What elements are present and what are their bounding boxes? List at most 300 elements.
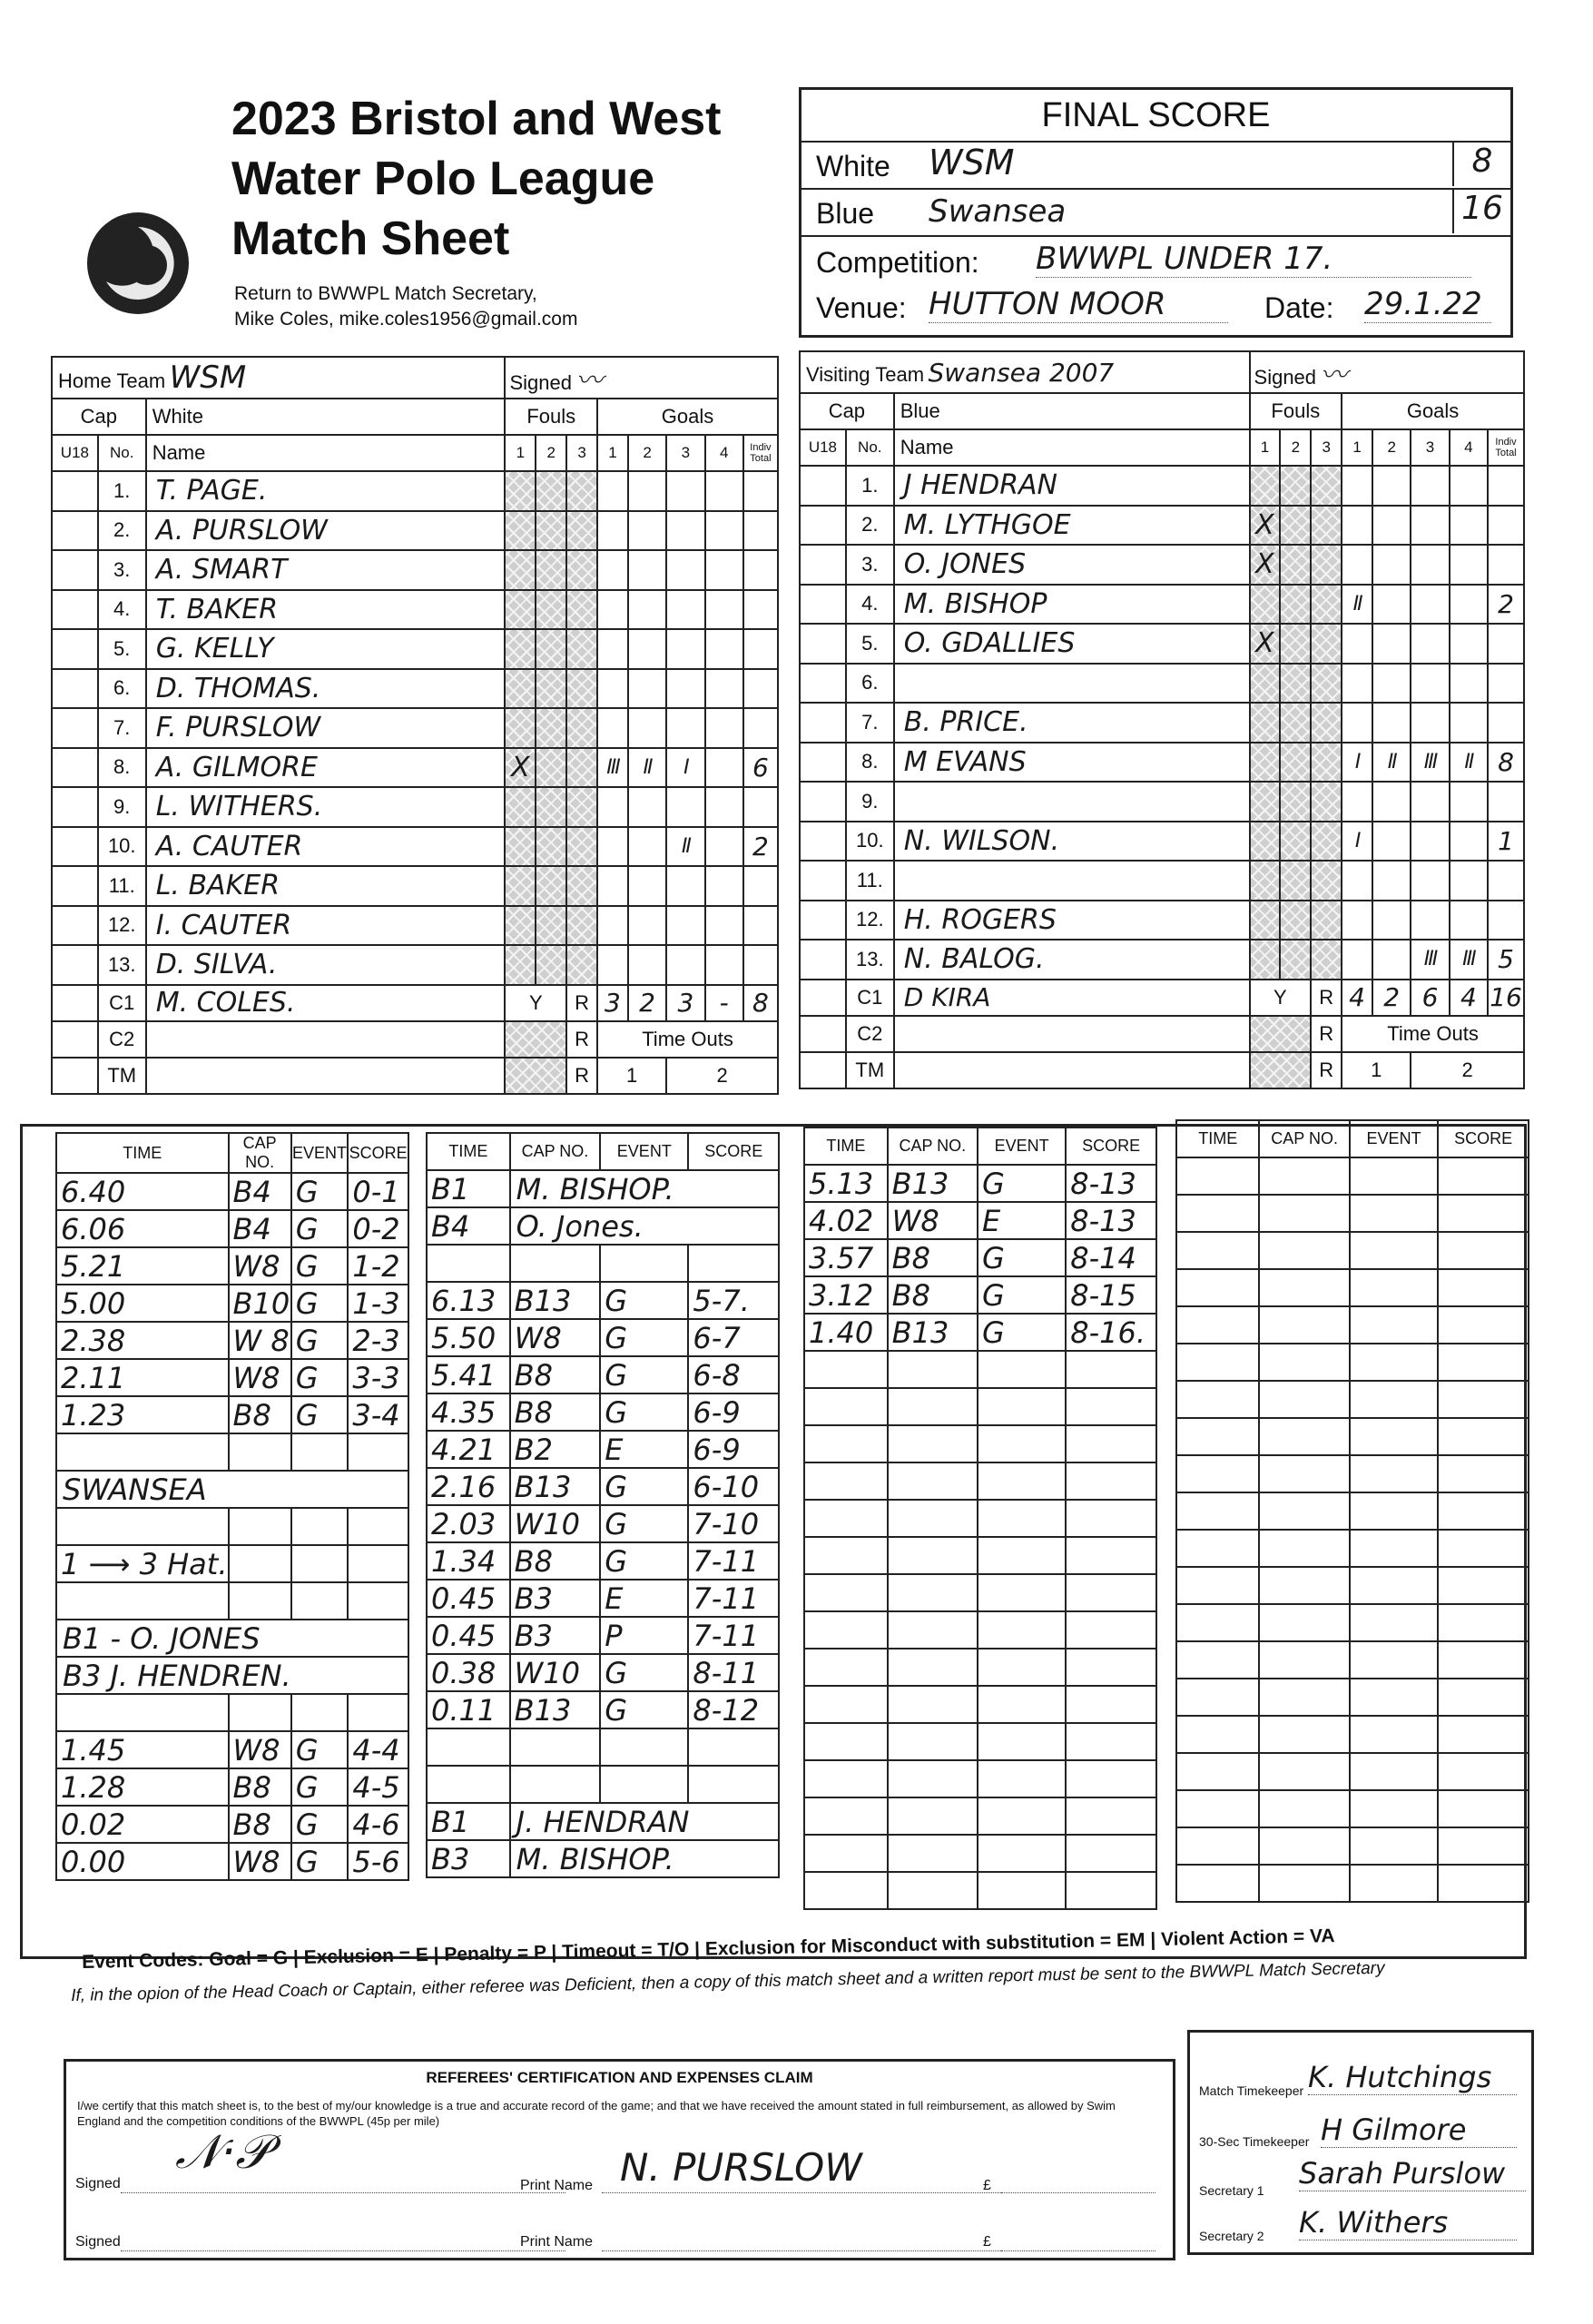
event-row [804, 1797, 1156, 1835]
event-code: G [600, 1542, 688, 1580]
event-column-1 [55, 1132, 409, 1881]
event-time: 1.40 [804, 1314, 888, 1351]
foul-box [536, 629, 566, 669]
quarter-goals [628, 787, 666, 827]
quarter-goals: I [666, 748, 704, 788]
quarter-goals [1372, 940, 1411, 980]
event-score [1066, 1797, 1156, 1835]
quarter-goals [705, 906, 743, 946]
visiting-team-name: Swansea 2007 [928, 357, 1115, 388]
event-cap: B8 [888, 1239, 978, 1276]
quarter-goals: II [628, 748, 666, 788]
foul-box: X [1250, 545, 1281, 585]
quarter-goals [1411, 703, 1449, 743]
home-player-row [52, 511, 778, 551]
quarter-goals [1450, 466, 1488, 506]
event-row [427, 1766, 779, 1803]
home-player-row [52, 629, 778, 669]
quarter-goals [1342, 901, 1372, 940]
foul-box [505, 629, 536, 669]
foul-box [505, 906, 536, 946]
foul-box [536, 669, 566, 709]
player-total: 5 [1488, 940, 1524, 980]
foul-box [505, 827, 536, 867]
event-code [1350, 1455, 1439, 1492]
event-score: 3-3 [348, 1359, 408, 1396]
quarter-goals [597, 708, 628, 748]
event-score [1438, 1641, 1529, 1679]
foul-box [1280, 901, 1311, 940]
player-name [894, 664, 1250, 704]
event-header: CAP NO. [1259, 1120, 1349, 1157]
event-cap [510, 1245, 601, 1282]
secretary-2: K. Withers [1299, 2205, 1517, 2240]
event-code [1350, 1641, 1439, 1679]
home-grand-total: 8 [743, 985, 778, 1021]
event-cap: B13 [510, 1282, 601, 1319]
player-number: 3. [846, 545, 894, 585]
event-cap: W10 [510, 1505, 601, 1542]
quarter-goals [597, 590, 628, 630]
event-code [1350, 1306, 1439, 1344]
event-row [427, 1356, 779, 1393]
event-time [1176, 1604, 1259, 1641]
event-code [600, 1245, 688, 1282]
event-code [978, 1723, 1066, 1760]
event-cap: B8 [229, 1396, 291, 1433]
event-time: 5.41 [427, 1356, 510, 1393]
player-total: 6 [743, 748, 778, 788]
quarter-goals [628, 945, 666, 985]
foul-box [1250, 861, 1281, 901]
event-score [1438, 1195, 1529, 1232]
event-code [1350, 1492, 1439, 1530]
event-time [804, 1611, 888, 1649]
foul-box [1250, 782, 1281, 822]
player-number: 7. [98, 708, 146, 748]
event-score: 7-11 [688, 1542, 779, 1580]
event-note: J. HENDRAN [510, 1803, 779, 1840]
event-code [978, 1462, 1066, 1500]
final-score-heading: FINAL SCORE [801, 90, 1510, 143]
event-header: TIME [56, 1133, 229, 1173]
event-code [978, 1686, 1066, 1723]
event-row [427, 1282, 779, 1319]
referee-signature-1: 𝒩·𝒫 [175, 2125, 270, 2180]
event-row [1176, 1641, 1529, 1679]
event-cap [229, 1508, 291, 1545]
player-name [894, 782, 1250, 822]
home-team-name: WSM [169, 359, 247, 396]
event-time [1176, 1306, 1259, 1344]
foul-box [1311, 585, 1342, 625]
event-score: 6-7 [688, 1319, 779, 1356]
event-cap [888, 1425, 978, 1462]
foul-box [1280, 624, 1311, 664]
quarter-goals [1450, 703, 1488, 743]
quarter-goals [666, 906, 704, 946]
foul-box [1250, 466, 1281, 506]
event-code: G [978, 1314, 1066, 1351]
visiting-player-row [800, 624, 1524, 664]
event-time [1176, 1418, 1259, 1455]
event-code: G [291, 1359, 349, 1396]
event-cap [888, 1723, 978, 1760]
event-row [427, 1542, 779, 1580]
quarter-goals: III [597, 748, 628, 788]
quarter-goals [628, 550, 666, 590]
visiting-player-row [800, 782, 1524, 822]
venue-label: Venue: [816, 291, 907, 324]
event-score: 4-4 [348, 1731, 408, 1768]
event-code: G [291, 1843, 349, 1880]
event-time [56, 1582, 229, 1620]
foul-box [566, 590, 597, 630]
event-row [427, 1505, 779, 1542]
player-total [1488, 703, 1524, 743]
event-score: 8-14 [1066, 1239, 1156, 1276]
event-code [1350, 1381, 1439, 1418]
event-time [1176, 1232, 1259, 1269]
event-time: 4.21 [427, 1431, 510, 1468]
foul-box [1311, 466, 1342, 506]
event-score [348, 1545, 408, 1582]
event-cap: B13 [888, 1314, 978, 1351]
foul-box [1280, 585, 1311, 625]
event-row [56, 1173, 408, 1210]
event-score [1066, 1872, 1156, 1909]
event-cap: W8 [510, 1319, 601, 1356]
player-number: 3. [98, 550, 146, 590]
event-cap [510, 1766, 601, 1803]
player-name: B. PRICE. [894, 703, 1250, 743]
event-score: 0-1 [348, 1173, 408, 1210]
event-cap [888, 1835, 978, 1872]
event-score [1438, 1306, 1529, 1344]
foul-box [505, 471, 536, 511]
event-code: G [600, 1654, 688, 1691]
event-time: 0.45 [427, 1617, 510, 1654]
event-score [1066, 1537, 1156, 1574]
foul-box [566, 629, 597, 669]
player-number: 4. [98, 590, 146, 630]
event-score [1066, 1574, 1156, 1611]
quarter-goals [1411, 506, 1449, 546]
event-score [348, 1508, 408, 1545]
quarter-goals [666, 708, 704, 748]
event-row [427, 1207, 779, 1245]
foul-box [566, 906, 597, 946]
foul-box [536, 471, 566, 511]
blue-score: 16 [1452, 190, 1510, 233]
quarter-goals: I [1342, 743, 1372, 783]
event-row [804, 1165, 1156, 1202]
event-row [56, 1285, 408, 1322]
event-row [427, 1468, 779, 1505]
event-cap: W8 [229, 1359, 291, 1396]
event-row [56, 1620, 408, 1657]
player-total [743, 906, 778, 946]
quarter-goals [1450, 782, 1488, 822]
foul-box [566, 511, 597, 551]
quarter-goals [628, 827, 666, 867]
quarter-goals [705, 866, 743, 906]
event-cap: B4 [229, 1210, 291, 1247]
event-table [803, 1127, 1157, 1910]
player-total: 1 [1488, 822, 1524, 862]
event-cap: B13 [888, 1165, 978, 1202]
event-header: SCORE [348, 1133, 408, 1173]
event-time: 6.13 [427, 1282, 510, 1319]
player-total [1488, 861, 1524, 901]
event-row [427, 1728, 779, 1766]
foul-box [536, 550, 566, 590]
event-code [1350, 1865, 1439, 1902]
player-name: T. BAKER [146, 590, 506, 630]
player-total [743, 511, 778, 551]
event-cap [888, 1388, 978, 1425]
event-code: G [600, 1691, 688, 1728]
event-row [1176, 1790, 1529, 1827]
foul-box [1280, 506, 1311, 546]
quarter-goals [666, 945, 704, 985]
event-score: 5-6 [348, 1843, 408, 1880]
foul-box [1250, 940, 1281, 980]
event-cap [1259, 1604, 1349, 1641]
event-time [56, 1433, 229, 1471]
player-number: 8. [98, 748, 146, 788]
foul-box [1280, 743, 1311, 783]
quarter-goals [628, 511, 666, 551]
quarter-goals [666, 669, 704, 709]
event-row [427, 1580, 779, 1617]
event-cap: B2 [510, 1431, 601, 1468]
event-score [1066, 1723, 1156, 1760]
event-score [688, 1245, 779, 1282]
quarter-goals [1411, 861, 1449, 901]
event-score [1438, 1604, 1529, 1641]
quarter-goals: II [1372, 743, 1411, 783]
event-row [56, 1247, 408, 1285]
visiting-player-row [800, 940, 1524, 980]
event-score [1438, 1530, 1529, 1567]
event-cap: W 8 [229, 1322, 291, 1359]
event-row [804, 1276, 1156, 1314]
foul-box [1280, 545, 1311, 585]
event-score [1066, 1351, 1156, 1388]
quarter-goals [597, 550, 628, 590]
event-code [1350, 1195, 1439, 1232]
event-row [804, 1425, 1156, 1462]
foul-box [536, 906, 566, 946]
player-number: 13. [98, 945, 146, 985]
quarter-goals [1342, 624, 1372, 664]
event-score [1438, 1232, 1529, 1269]
visiting-player-row [800, 743, 1524, 783]
player-name: A. GILMORE [146, 748, 506, 788]
player-name: T. PAGE. [146, 471, 506, 511]
quarter-goals [628, 590, 666, 630]
event-time [804, 1425, 888, 1462]
player-total: 2 [1488, 585, 1524, 625]
event-note: SWANSEA [56, 1471, 408, 1508]
event-score: 8-16. [1066, 1314, 1156, 1351]
home-player-row [52, 669, 778, 709]
event-time: 1.45 [56, 1731, 229, 1768]
event-code: G [600, 1505, 688, 1542]
quarter-goals [1411, 585, 1449, 625]
event-time: 3.57 [804, 1239, 888, 1276]
player-name: M. BISHOP [894, 585, 1250, 625]
foul-box [566, 827, 597, 867]
foul-box [536, 866, 566, 906]
event-row [804, 1202, 1156, 1239]
event-code [978, 1537, 1066, 1574]
home-coach-name: M. COLES. [146, 985, 506, 1021]
event-code [291, 1508, 349, 1545]
event-code [1350, 1530, 1439, 1567]
event-code: G [291, 1731, 349, 1768]
event-score [1438, 1381, 1529, 1418]
quarter-goals [1342, 506, 1372, 546]
event-cap [888, 1574, 978, 1611]
foul-box [1311, 743, 1342, 783]
player-number: 1. [98, 471, 146, 511]
event-time: 0.38 [427, 1654, 510, 1691]
event-header: SCORE [688, 1133, 779, 1170]
event-cap [888, 1537, 978, 1574]
event-row [804, 1723, 1156, 1760]
event-note: O. Jones. [510, 1207, 779, 1245]
event-code [978, 1835, 1066, 1872]
foul-box: X [1250, 506, 1281, 546]
return-note: Return to BWWPL Match Secretary, Mike Coles, mike.coles1956@gmail.com [234, 283, 578, 330]
quarter-goals [1342, 782, 1372, 822]
quarter-goals [1411, 664, 1449, 704]
event-time [427, 1766, 510, 1803]
event-cap [1259, 1455, 1349, 1492]
event-cap [1259, 1753, 1349, 1790]
event-cap [1259, 1306, 1349, 1344]
event-codes: Event Codes: Goal = G | Exclusion = E | Penalty = P | Timeout = T/O | Exclusion for Misconduct with substitution = EM | Violent Action = VA [82, 1925, 1335, 1973]
quarter-goals [1411, 545, 1449, 585]
event-time: 2.03 [427, 1505, 510, 1542]
blue-label: Blue [816, 197, 875, 230]
event-code: G [600, 1393, 688, 1431]
event-time: 5.21 [56, 1247, 229, 1285]
event-row [1176, 1418, 1529, 1455]
event-cap [888, 1686, 978, 1723]
foul-box [505, 708, 536, 748]
quarter-goals [628, 866, 666, 906]
event-row [56, 1359, 408, 1396]
event-row [427, 1691, 779, 1728]
player-name: O. JONES [894, 545, 1250, 585]
event-time [1176, 1269, 1259, 1306]
player-total [1488, 782, 1524, 822]
event-header: SCORE [1438, 1120, 1529, 1157]
event-cap [1259, 1827, 1349, 1865]
event-row [56, 1657, 408, 1694]
player-number: 9. [846, 782, 894, 822]
quarter-goals [666, 550, 704, 590]
referee-certify-text: I/we certify that this match sheet is, to the best of my/our knowledge is a true and accurate record of the game; and that we have received the amount stated in full reimbursement, as allowed by Swim England and the competition conditions of the BWWPL (45p per mile) [77, 2099, 1116, 2128]
event-cap: B8 [229, 1768, 291, 1806]
event-cap: W8 [229, 1843, 291, 1880]
home-player-row [52, 748, 778, 788]
quarter-goals [597, 471, 628, 511]
quarter-goals: III [1450, 940, 1488, 980]
foul-box [536, 590, 566, 630]
event-code [1350, 1344, 1439, 1381]
event-score [688, 1728, 779, 1766]
event-row [56, 1396, 408, 1433]
player-number: 9. [98, 787, 146, 827]
event-score: 7-11 [688, 1580, 779, 1617]
event-score [1438, 1753, 1529, 1790]
event-code: G [291, 1768, 349, 1806]
event-cap: B8 [510, 1393, 601, 1431]
event-code [1350, 1753, 1439, 1790]
referee-heading: REFEREES' CERTIFICATION AND EXPENSES CLAIM [426, 2069, 813, 2086]
event-score [1438, 1157, 1529, 1195]
event-row [804, 1239, 1156, 1276]
home-player-row [52, 906, 778, 946]
event-time: 0.11 [427, 1691, 510, 1728]
quarter-goals [666, 787, 704, 827]
event-time [804, 1649, 888, 1686]
player-name [894, 861, 1250, 901]
event-row [427, 1617, 779, 1654]
player-number: 5. [98, 629, 146, 669]
event-row [804, 1649, 1156, 1686]
event-row [804, 1611, 1156, 1649]
event-time: 1.23 [56, 1396, 229, 1433]
date-label: Date: [1264, 291, 1334, 324]
event-cap [1259, 1530, 1349, 1567]
home-player-row [52, 590, 778, 630]
event-row [56, 1545, 408, 1582]
quarter-goals [597, 906, 628, 946]
quarter-goals [666, 866, 704, 906]
player-name: F. PURSLOW [146, 708, 506, 748]
event-score [1438, 1418, 1529, 1455]
quarter-goals [1372, 506, 1411, 546]
player-number: 7. [846, 703, 894, 743]
event-cap: B8 [229, 1806, 291, 1843]
player-number: 11. [846, 861, 894, 901]
visiting-player-row [800, 901, 1524, 940]
event-cap: W8 [229, 1247, 291, 1285]
foul-box [566, 708, 597, 748]
player-name: N. WILSON. [894, 822, 1250, 862]
event-time: 0.45 [427, 1580, 510, 1617]
event-note: B1 - O. JONES [56, 1620, 408, 1657]
event-time: 2.11 [56, 1359, 229, 1396]
event-score: 4-5 [348, 1768, 408, 1806]
event-row [804, 1537, 1156, 1574]
quarter-goals [597, 669, 628, 709]
event-cap [1259, 1716, 1349, 1753]
foul-box [1250, 703, 1281, 743]
event-code [978, 1351, 1066, 1388]
foul-box [566, 471, 597, 511]
event-cap: B8 [510, 1542, 601, 1580]
player-number: 5. [846, 624, 894, 664]
quarter-goals [1342, 466, 1372, 506]
event-cap [1259, 1157, 1349, 1195]
event-code: E [600, 1580, 688, 1617]
